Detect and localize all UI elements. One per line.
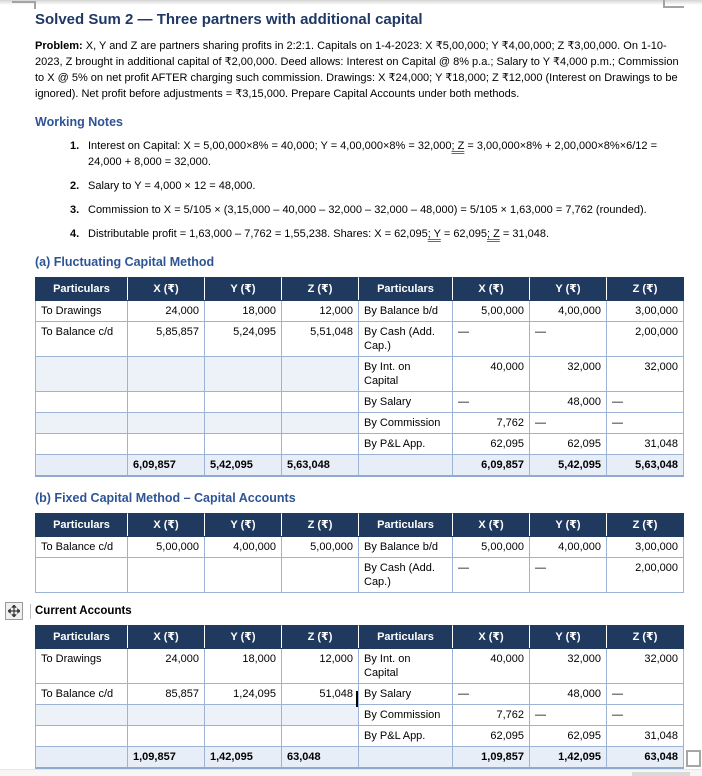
empty-cell xyxy=(36,726,128,747)
column-header: Y (₹) xyxy=(530,278,607,301)
table-cell: 7,762 xyxy=(453,413,530,434)
empty-cell xyxy=(205,357,282,392)
table-cell: By Int. on Capital xyxy=(359,357,453,392)
table-cell: To Drawings xyxy=(36,301,128,322)
table-cell: By Balance b/d xyxy=(359,301,453,322)
table-cell: 2,00,000 xyxy=(607,322,684,357)
table-cell: — xyxy=(607,705,684,726)
table-cell: 40,000 xyxy=(453,649,530,684)
table-cell: 7,762 xyxy=(453,705,530,726)
table-row xyxy=(36,558,684,593)
table-row xyxy=(36,537,684,558)
working-notes-heading: Working Notes xyxy=(35,115,123,129)
table-cell: 5,51,048 xyxy=(282,322,359,357)
note-text-segment: = 62,095 xyxy=(440,228,487,240)
table-row xyxy=(36,322,684,357)
crop-mark-top-left xyxy=(12,1,36,3)
table-cell: 5,42,095 xyxy=(530,455,607,477)
grammar-marked-text: ; Z xyxy=(486,228,500,240)
column-header: Particulars xyxy=(359,626,453,649)
total-row xyxy=(36,747,684,769)
empty-cell xyxy=(282,705,359,726)
table-cell: 62,095 xyxy=(530,726,607,747)
table-cell: 4,00,000 xyxy=(530,301,607,322)
table-cell: By Cash (Add. Cap.) xyxy=(359,558,453,593)
empty-cell xyxy=(128,726,205,747)
table-cell: By Balance b/d xyxy=(359,537,453,558)
table-cell: — xyxy=(530,322,607,357)
table-cell: 5,63,048 xyxy=(607,455,684,477)
table-cell: 5,00,000 xyxy=(282,537,359,558)
table-cell: 1,09,857 xyxy=(128,747,205,769)
table-row xyxy=(36,434,684,455)
table-row xyxy=(36,357,684,392)
header-row xyxy=(36,514,684,537)
table-cell: 5,00,000 xyxy=(453,537,530,558)
table-cell: 5,42,095 xyxy=(205,455,282,477)
note-number: 3. xyxy=(70,204,80,216)
column-header: Z (₹) xyxy=(607,278,684,301)
column-header: Z (₹) xyxy=(282,626,359,649)
note-text-segment: Salary to Y = 4,000 × 12 = 48,000. xyxy=(88,180,256,192)
empty-cell xyxy=(282,392,359,413)
table-cell: 4,00,000 xyxy=(205,537,282,558)
fluctuating-capital-table-wrap xyxy=(35,277,683,477)
page-top-shadow xyxy=(0,0,702,5)
note-text-segment: Interest on Capital: X = 5,00,000×8% = 40,000; Y = 4,00,000×8% = 32,000 xyxy=(88,140,452,152)
fluctuating-capital-table xyxy=(35,277,684,477)
note-text-segment: = 31,048. xyxy=(499,228,550,240)
table-cell: 1,42,095 xyxy=(530,747,607,769)
table-cell: — xyxy=(530,705,607,726)
table-cell: 6,09,857 xyxy=(128,455,205,477)
crop-mark-top-right xyxy=(663,6,684,8)
table-cell: 63,048 xyxy=(282,747,359,769)
empty-cell xyxy=(128,392,205,413)
empty-cell xyxy=(205,392,282,413)
fixed-capital-table xyxy=(35,513,684,593)
column-header: X (₹) xyxy=(453,514,530,537)
table-row xyxy=(36,684,684,705)
note-text xyxy=(88,180,255,192)
table-cell: By Commission xyxy=(359,413,453,434)
note-text-segment: Distributable profit = 1,63,000 – 7,762 = 1,55,238. Shares: X = 62,095 xyxy=(88,228,428,240)
table-cell: To Balance c/d xyxy=(36,322,128,357)
note-text-segment: = 3,00,000×8% + 2,00,000×8%×6/12 = 24,000 + 8,000 = 32,000. xyxy=(88,140,658,168)
table-cell: — xyxy=(607,413,684,434)
table-cell: 2,00,000 xyxy=(607,558,684,593)
column-header: Y (₹) xyxy=(205,278,282,301)
problem-text: X, Y and Z are partners sharing profits in 2:2:1. Capitals on 1-4-2023: X ₹5,00,000; Y ₹4,00,000; Z ₹3,00,000. On 1-10-2023, Z brought in additional capital of ₹2,00,000. Deed allows: Interest on Capital @ 8% p.a.; Salary to Y ₹4,000 p.m.; Commission to X @ 5% on net profit AFTER charging such commission. Drawings: X ₹24,000; Y ₹18,000; Z ₹12,000 (Interest on Drawings to be ignored). Net profit before adjustments = ₹3,15,000. Prepare Capital Accounts under both methods. xyxy=(35,40,679,100)
empty-cell xyxy=(282,357,359,392)
grammar-marked-text: ; Z xyxy=(451,140,465,152)
column-header: Y (₹) xyxy=(205,514,282,537)
table-cell: — xyxy=(453,392,530,413)
table-row xyxy=(36,413,684,434)
header-row xyxy=(36,278,684,301)
working-note-2 xyxy=(35,178,683,194)
empty-cell xyxy=(282,558,359,593)
empty-cell xyxy=(36,413,128,434)
note-text xyxy=(88,228,549,240)
note-text xyxy=(88,204,647,216)
empty-cell xyxy=(359,455,453,477)
table-cell: 63,048 xyxy=(607,747,684,769)
table-cell: 32,000 xyxy=(530,649,607,684)
note-number: 4. xyxy=(70,228,80,240)
table-cell: 62,095 xyxy=(530,434,607,455)
empty-cell xyxy=(128,413,205,434)
table-cell: 1,09,857 xyxy=(453,747,530,769)
table-cell: 12,000 xyxy=(282,649,359,684)
table-cell: — xyxy=(453,684,530,705)
table-cell: To Drawings xyxy=(36,649,128,684)
table-cell: 4,00,000 xyxy=(530,537,607,558)
empty-cell xyxy=(205,558,282,593)
table-cell: 31,048 xyxy=(607,434,684,455)
table-cell: 51,048 xyxy=(282,684,359,705)
table-cell: 5,00,000 xyxy=(453,301,530,322)
column-header: Y (₹) xyxy=(205,626,282,649)
empty-cell xyxy=(359,747,453,769)
empty-cell xyxy=(205,413,282,434)
table-row xyxy=(36,392,684,413)
table-move-handle[interactable] xyxy=(5,602,23,620)
page-title: Solved Sum 2 — Three partners with additional capital xyxy=(35,11,423,28)
table-cell: To Balance c/d xyxy=(36,684,128,705)
empty-cell xyxy=(205,705,282,726)
table-cell: By Int. on Capital xyxy=(359,649,453,684)
working-note-3 xyxy=(35,202,683,218)
empty-cell xyxy=(128,434,205,455)
paragraph-boundary-line xyxy=(30,604,31,619)
working-notes-list xyxy=(35,138,683,242)
table-cell: 12,000 xyxy=(282,301,359,322)
table-cell: 1,24,095 xyxy=(205,684,282,705)
table-cell: 18,000 xyxy=(205,301,282,322)
table-cell: 24,000 xyxy=(128,301,205,322)
current-accounts-table-wrap xyxy=(35,625,683,769)
column-header: Particulars xyxy=(359,514,453,537)
empty-cell xyxy=(282,726,359,747)
current-accounts-heading-text: Current Accounts xyxy=(35,605,132,617)
table-row xyxy=(36,301,684,322)
empty-cell xyxy=(282,434,359,455)
table-cell: To Balance c/d xyxy=(36,537,128,558)
table-row xyxy=(36,726,684,747)
table-cell: 32,000 xyxy=(607,649,684,684)
table-cell: 40,000 xyxy=(453,357,530,392)
problem-paragraph xyxy=(35,38,683,102)
empty-cell xyxy=(128,705,205,726)
working-note-4 xyxy=(35,226,683,242)
table-cell: 31,048 xyxy=(607,726,684,747)
empty-cell xyxy=(205,434,282,455)
column-header: Particulars xyxy=(36,278,128,301)
column-header: X (₹) xyxy=(128,278,205,301)
empty-cell xyxy=(128,357,205,392)
text-cursor xyxy=(356,691,358,707)
table-cell: 5,24,095 xyxy=(205,322,282,357)
table-row xyxy=(36,649,684,684)
column-header: X (₹) xyxy=(128,626,205,649)
table-cell: By P&L App. xyxy=(359,726,453,747)
current-accounts-table xyxy=(35,625,684,769)
note-text xyxy=(88,140,657,168)
table-cell: 1,42,095 xyxy=(205,747,282,769)
table-cell: 5,00,000 xyxy=(128,537,205,558)
problem-label: Problem: xyxy=(35,40,83,52)
header-row xyxy=(36,626,684,649)
empty-cell xyxy=(36,455,128,477)
table-cell: By Salary xyxy=(359,392,453,413)
table-row xyxy=(36,705,684,726)
table-resize-handle[interactable] xyxy=(686,750,701,767)
table-cell: By Commission xyxy=(359,705,453,726)
current-accounts-heading xyxy=(35,603,683,620)
column-header: Z (₹) xyxy=(607,514,684,537)
column-header: Z (₹) xyxy=(282,514,359,537)
empty-cell xyxy=(36,357,128,392)
working-note-1 xyxy=(35,138,683,170)
column-header: Y (₹) xyxy=(530,514,607,537)
note-text-segment: Commission to X = 5/105 × (3,15,000 – 40,000 – 32,000 – 32,000 – 48,000) = 5/105 × 1,63,000 = 7,762 (rounded). xyxy=(88,204,647,216)
table-cell: 32,000 xyxy=(530,357,607,392)
column-header: Particulars xyxy=(36,514,128,537)
table-cell: 48,000 xyxy=(530,684,607,705)
column-header: Particulars xyxy=(359,278,453,301)
table-cell: 62,095 xyxy=(453,726,530,747)
four-way-move-icon xyxy=(8,605,20,617)
column-header: Z (₹) xyxy=(282,278,359,301)
table-cell: 3,00,000 xyxy=(607,537,684,558)
column-header: X (₹) xyxy=(128,514,205,537)
table-cell: By P&L App. xyxy=(359,434,453,455)
grammar-marked-text: ; Y xyxy=(427,228,441,240)
table-cell: — xyxy=(453,558,530,593)
table-cell: 18,000 xyxy=(205,649,282,684)
column-header: Z (₹) xyxy=(607,626,684,649)
empty-cell xyxy=(36,558,128,593)
table-cell: By Salary xyxy=(359,684,453,705)
fixed-capital-table-wrap xyxy=(35,513,683,593)
table-cell: 24,000 xyxy=(128,649,205,684)
table-cell: — xyxy=(607,684,684,705)
empty-cell xyxy=(36,705,128,726)
table-cell: 85,857 xyxy=(128,684,205,705)
section-a-heading: (a) Fluctuating Capital Method xyxy=(35,255,215,269)
scrollbar-thumb[interactable] xyxy=(632,772,690,776)
empty-cell xyxy=(282,413,359,434)
total-row xyxy=(36,455,684,477)
table-cell: By Cash (Add. Cap.) xyxy=(359,322,453,357)
table-cell: — xyxy=(530,558,607,593)
table-cell: 32,000 xyxy=(607,357,684,392)
note-number: 2. xyxy=(70,180,80,192)
table-cell: — xyxy=(530,413,607,434)
empty-cell xyxy=(36,747,128,769)
crop-mark-top-left xyxy=(34,1,36,9)
table-cell: 48,000 xyxy=(530,392,607,413)
note-number: 1. xyxy=(70,140,80,152)
empty-cell xyxy=(36,434,128,455)
section-b-heading: (b) Fixed Capital Method – Capital Accounts xyxy=(35,491,296,505)
column-header: X (₹) xyxy=(453,278,530,301)
table-cell: 6,09,857 xyxy=(453,455,530,477)
column-header: Y (₹) xyxy=(530,626,607,649)
table-cell: 5,63,048 xyxy=(282,455,359,477)
table-cell: 62,095 xyxy=(453,434,530,455)
empty-cell xyxy=(205,726,282,747)
empty-cell xyxy=(36,392,128,413)
column-header: Particulars xyxy=(36,626,128,649)
table-cell: 5,85,857 xyxy=(128,322,205,357)
table-cell: — xyxy=(607,392,684,413)
column-header: X (₹) xyxy=(453,626,530,649)
table-cell: — xyxy=(453,322,530,357)
table-cell: 3,00,000 xyxy=(607,301,684,322)
empty-cell xyxy=(128,558,205,593)
